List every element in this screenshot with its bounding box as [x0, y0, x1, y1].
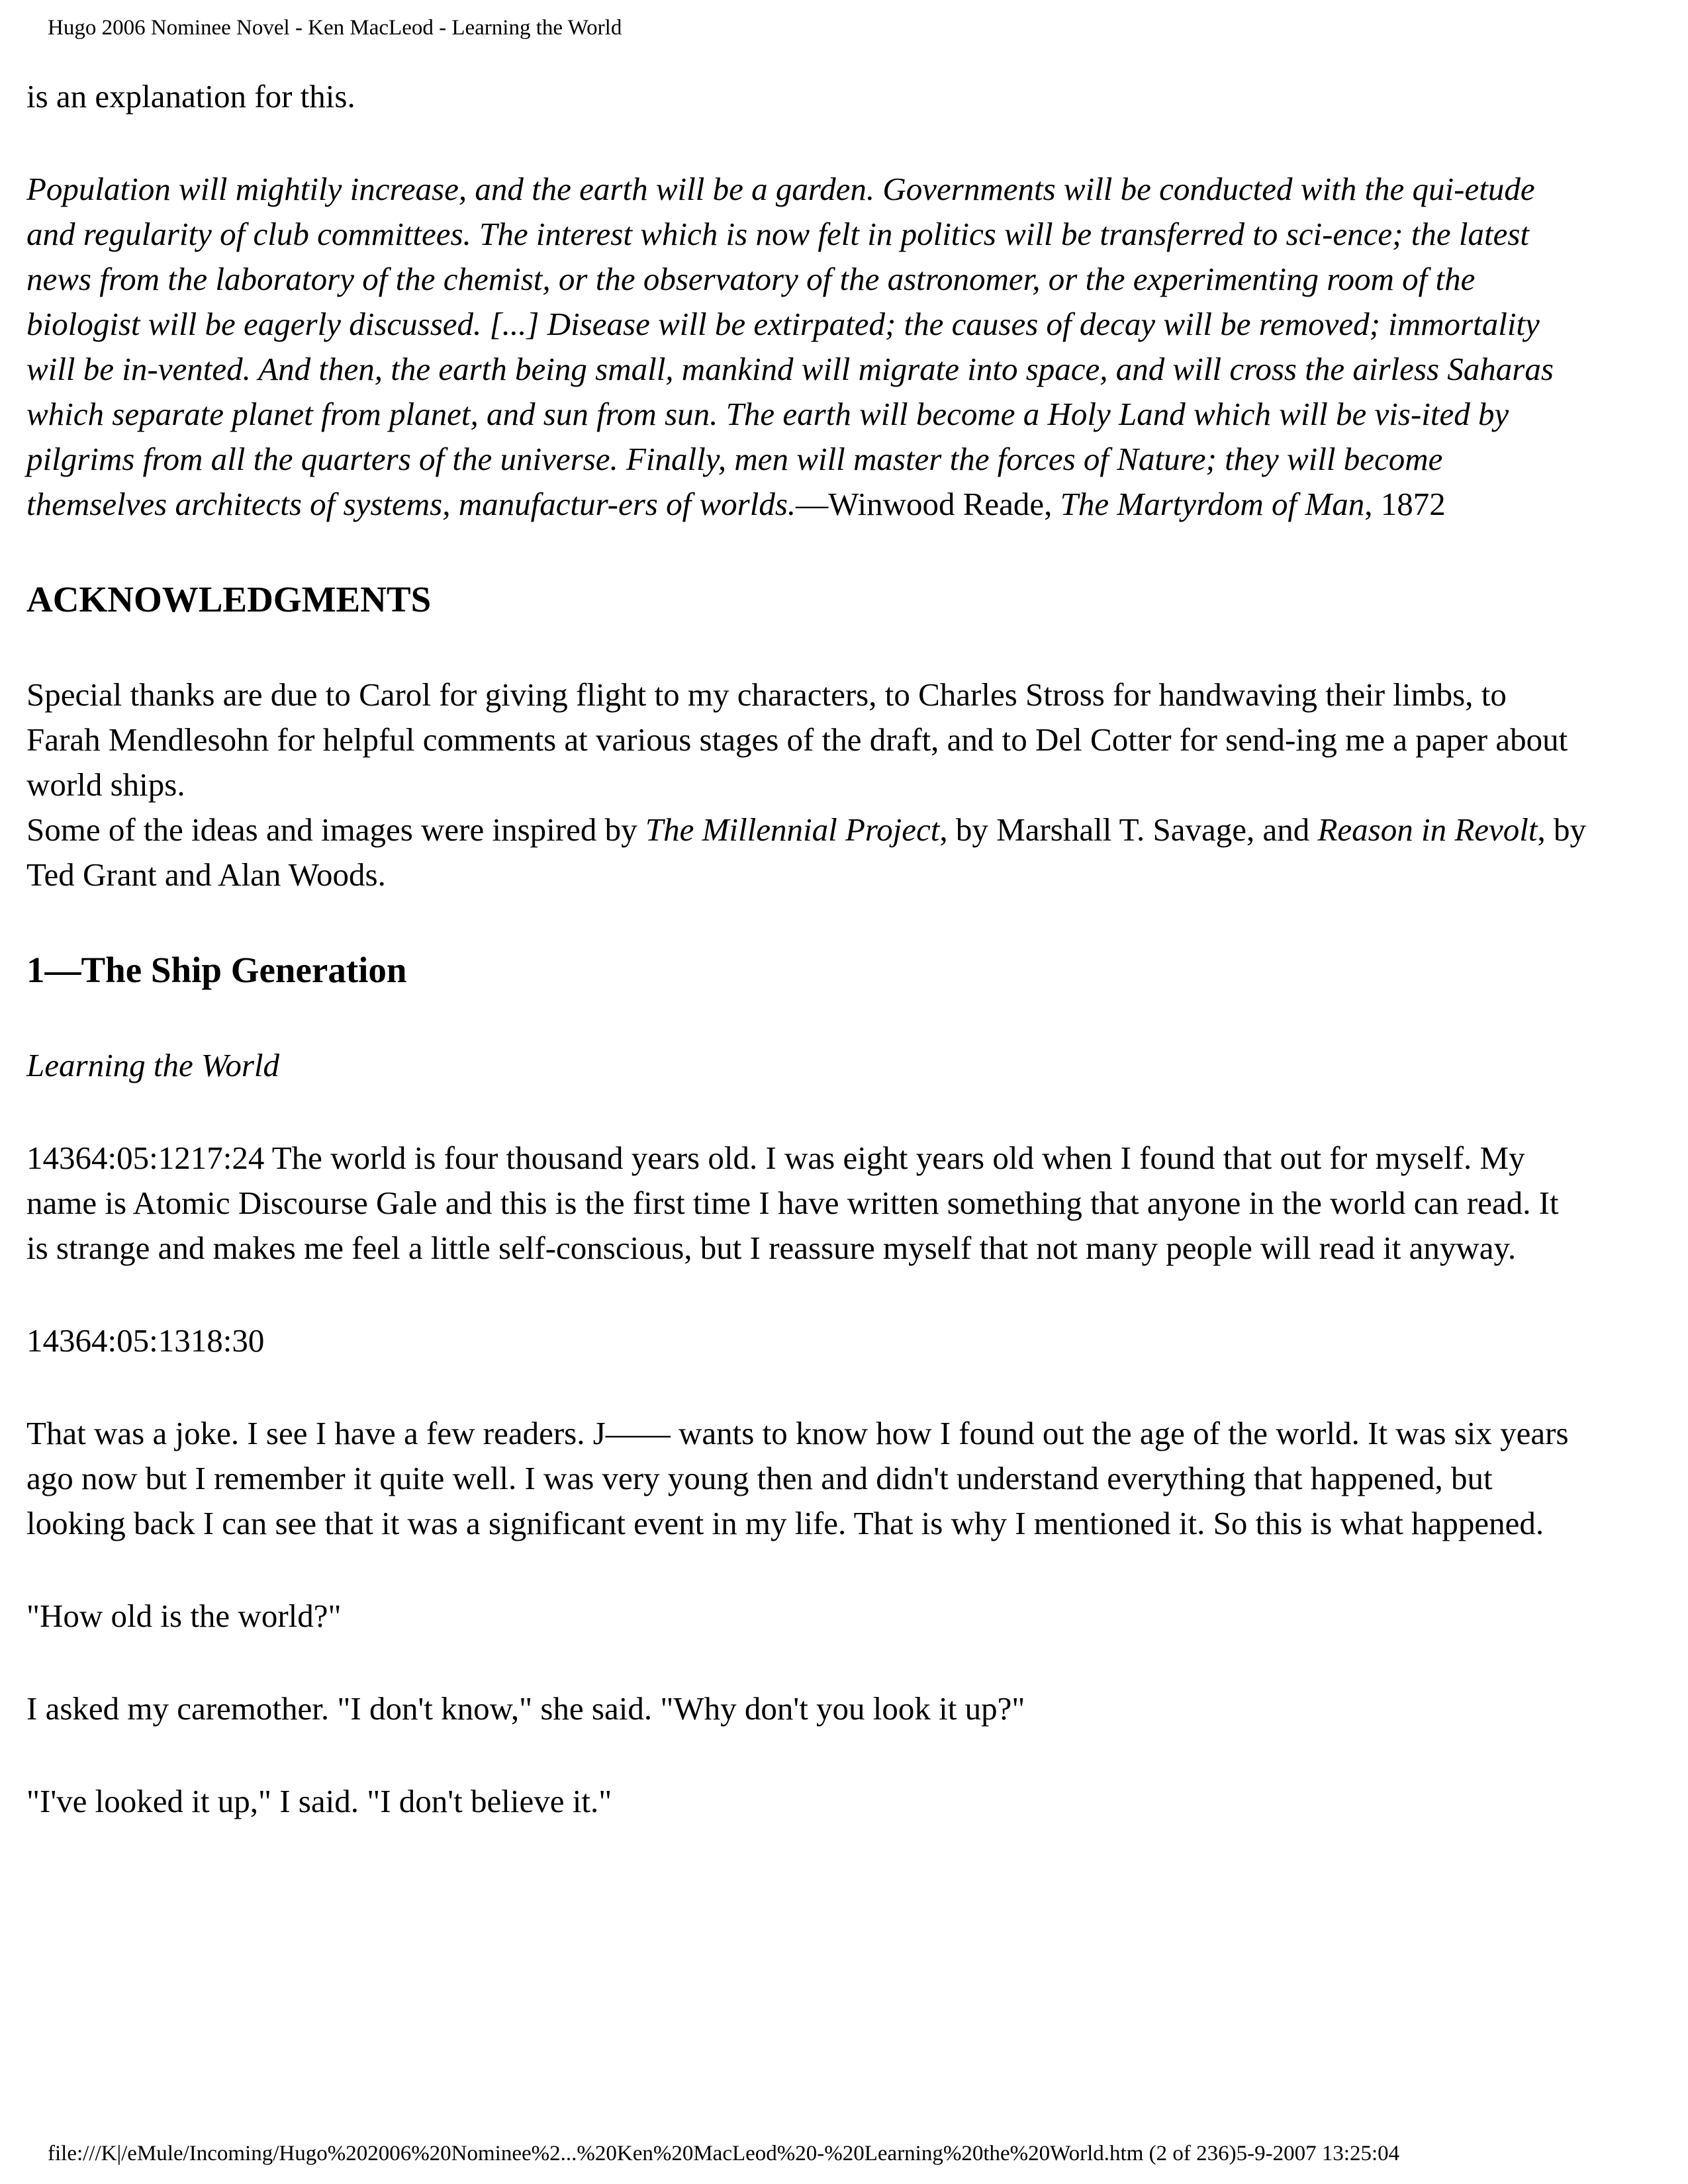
paragraph: 14364:05:1217:24 The world is four thousand years old. I was eight years old when I found that out for myself. My name is Atomic Discourse Gale and this is the first time I have written something that anyone in the world can read. It is strange and makes me feel a little self-conscious, but I reassure myself that not many people will read it anyway.: [26, 1140, 1559, 1266]
paragraph: That was a joke. I see I have a few readers. J—— wants to know how I found out the age of the world. It was six years ago now but I remember it quite well. I was very young then and didn't understand everything that happened, but looking back I can see that it was a significant event in my life. That is why I mentioned it. So this is what happened.: [26, 1415, 1569, 1541]
acknowledgments-work-title-2: Reason in Revolt: [1317, 811, 1538, 848]
epigraph-attribution: —Winwood Reade,: [796, 486, 1060, 522]
paragraph-intro-fragment: is an explanation for this.: [26, 78, 355, 114]
chapter-heading: 1—The Ship Generation: [26, 950, 407, 990]
acknowledgments-thanks: Special thanks are due to Carol for giving flight to my characters, to Charles Stross for handwaving their limbs, to Farah Mendlesohn for helpful comments at various stages of the draft, and to Del Cotter for send-ing me a paper about world ships.: [26, 676, 1568, 803]
epigraph-paragraph: [26, 167, 1587, 527]
acknowledgments-heading: ACKNOWLEDGMENTS: [26, 579, 432, 619]
chapter-subtitle: Learning the World: [26, 1047, 280, 1083]
acknowledgments-inspired-prefix: Some of the ideas and images were inspired by: [26, 811, 645, 848]
document-content: [26, 74, 1587, 1872]
epigraph-year: , 1872: [1364, 486, 1446, 522]
paragraph: I asked my caremother. "I don't know," she said. "Why don't you look it up?": [26, 1690, 1025, 1727]
print-header: Hugo 2006 Nominee Novel - Ken MacLeod - Learning the World: [48, 16, 622, 40]
acknowledgments-work-title-1: The Millennial Project: [645, 811, 940, 848]
print-footer: file:///K|/eMule/Incoming/Hugo%202006%20Nominee%2...%20Ken%20MacLeod%20-%20Learning%20the%20World.htm (2 of 236)5-9-2007 13:25:04: [48, 2142, 1400, 2165]
acknowledgments-paragraph: [26, 672, 1587, 897]
paragraph: "I've looked it up," I said. "I don't believe it.": [26, 1783, 612, 1819]
paragraph: "How old is the world?": [26, 1598, 342, 1634]
epigraph-body: Population will mightily increase, and the earth will be a garden. Governments will be conducted with the qui-etude and regularity of club committees. The interest which is now felt in politics will be transferred to sci-ence; the latest news from the laboratory of the chemist, or the observatory of the astronomer, or the experimenting room of the biologist will be eagerly discussed. [...] Disease will be extirpated; the causes of decay will be removed; immortality will be in-vented. And then, the earth being small, mankind will migrate into space, and will cross the airless Saharas which separate planet from planet, and sun from sun. The earth will become a Holy Land which will be vis-ited by pilgrims from all the quarters of the universe. Finally, men will master the forces of Nature; they will become themselves architects of systems, manufactur-ers of worlds.: [26, 171, 1554, 522]
acknowledgments-inspired-suffix: , by Ted Grant and Alan Woods.: [26, 811, 1586, 893]
acknowledgments-inspired-mid: , by Marshall T. Savage, and: [939, 811, 1318, 848]
epigraph-work-title: The Martyrdom of Man: [1060, 486, 1365, 522]
paragraph: 14364:05:1318:30: [26, 1322, 265, 1359]
